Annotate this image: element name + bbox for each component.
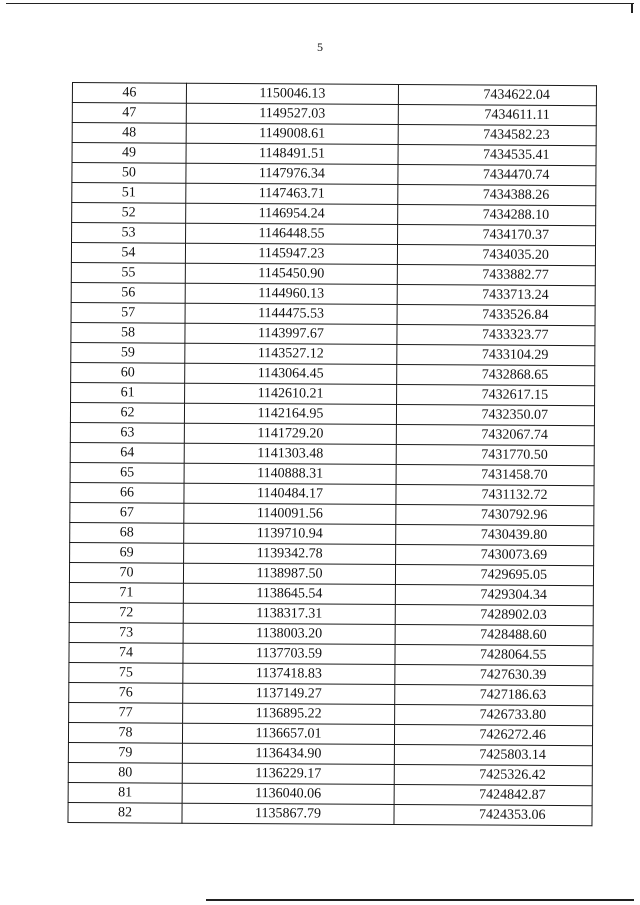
y-coordinate-cell: 7432617.15 bbox=[397, 384, 595, 405]
x-coordinate-cell: 1136229.17 bbox=[182, 763, 394, 784]
y-coordinate-cell: 7432350.07 bbox=[396, 404, 594, 425]
point-number-cell: 63 bbox=[70, 422, 184, 443]
point-number-cell: 82 bbox=[68, 802, 182, 823]
y-coordinate-cell: 7425326.42 bbox=[394, 764, 592, 785]
y-coordinate-cell: 7426733.80 bbox=[395, 704, 593, 725]
y-coordinate-cell: 7428902.03 bbox=[395, 604, 593, 625]
point-number-cell: 73 bbox=[69, 622, 183, 643]
y-coordinate-cell: 7433323.77 bbox=[397, 324, 595, 345]
point-number-cell: 67 bbox=[70, 502, 184, 523]
y-coordinate-cell: 7425803.14 bbox=[394, 744, 592, 765]
x-coordinate-cell: 1144475.53 bbox=[185, 303, 397, 324]
point-number-cell: 55 bbox=[71, 262, 185, 283]
x-coordinate-cell: 1140484.17 bbox=[184, 483, 396, 504]
y-coordinate-cell: 7424842.87 bbox=[394, 784, 592, 805]
point-number-cell: 58 bbox=[71, 322, 185, 343]
y-coordinate-cell: 7429304.34 bbox=[395, 584, 593, 605]
y-coordinate-cell: 7434288.10 bbox=[398, 204, 596, 225]
x-coordinate-cell: 1150046.13 bbox=[186, 83, 398, 104]
point-number-cell: 81 bbox=[68, 782, 182, 803]
coordinates-table-body bbox=[68, 83, 597, 826]
point-number-cell: 68 bbox=[70, 522, 184, 543]
x-coordinate-cell: 1138645.54 bbox=[183, 583, 395, 604]
point-number-cell: 61 bbox=[71, 382, 185, 403]
y-coordinate-cell: 7432868.65 bbox=[397, 364, 595, 385]
y-coordinate-cell: 7433713.24 bbox=[397, 284, 595, 305]
x-coordinate-cell: 1149527.03 bbox=[186, 103, 398, 124]
point-number-cell: 66 bbox=[70, 482, 184, 503]
point-number-cell: 54 bbox=[71, 243, 185, 264]
point-number-cell: 69 bbox=[70, 542, 184, 563]
x-coordinate-cell: 1137418.83 bbox=[183, 663, 395, 684]
y-coordinate-cell: 7430073.69 bbox=[396, 544, 594, 565]
scan-border-bottom bbox=[206, 899, 634, 901]
y-coordinate-cell: 7433882.77 bbox=[397, 264, 595, 285]
y-coordinate-cell: 7432067.74 bbox=[396, 424, 594, 445]
x-coordinate-cell: 1137703.59 bbox=[183, 643, 395, 664]
point-number-cell: 52 bbox=[72, 203, 186, 224]
point-number-cell: 47 bbox=[72, 103, 186, 124]
x-coordinate-cell: 1135867.79 bbox=[182, 803, 394, 824]
x-coordinate-cell: 1147463.71 bbox=[186, 183, 398, 204]
y-coordinate-cell: 7434535.41 bbox=[398, 144, 596, 165]
x-coordinate-cell: 1136895.22 bbox=[183, 703, 395, 724]
x-coordinate-cell: 1138003.20 bbox=[183, 623, 395, 644]
x-coordinate-cell: 1147976.34 bbox=[186, 163, 398, 184]
y-coordinate-cell: 7428488.60 bbox=[395, 624, 593, 645]
y-coordinate-cell: 7434582.23 bbox=[398, 124, 596, 145]
point-number-cell: 49 bbox=[72, 143, 186, 164]
x-coordinate-cell: 1136657.01 bbox=[182, 723, 394, 744]
y-coordinate-cell: 7434170.37 bbox=[398, 224, 596, 245]
x-coordinate-cell: 1148491.51 bbox=[186, 143, 398, 164]
page-number: 5 bbox=[317, 40, 323, 54]
y-coordinate-cell: 7431458.70 bbox=[396, 464, 594, 485]
point-number-cell: 51 bbox=[72, 183, 186, 204]
table-row bbox=[68, 802, 592, 825]
x-coordinate-cell: 1136040.06 bbox=[182, 783, 394, 804]
y-coordinate-cell: 7426272.46 bbox=[394, 724, 592, 745]
x-coordinate-cell: 1137149.27 bbox=[183, 683, 395, 704]
y-coordinate-cell: 7434035.20 bbox=[397, 244, 595, 265]
y-coordinate-cell: 7427630.39 bbox=[395, 664, 593, 685]
point-number-cell: 79 bbox=[68, 742, 182, 763]
y-coordinate-cell: 7433104.29 bbox=[397, 344, 595, 365]
point-number-cell: 53 bbox=[72, 223, 186, 244]
y-coordinate-cell: 7433526.84 bbox=[397, 304, 595, 325]
y-coordinate-cell: 7428064.55 bbox=[395, 644, 593, 665]
point-number-cell: 75 bbox=[69, 662, 183, 683]
y-coordinate-cell: 7434611.11 bbox=[398, 104, 596, 125]
point-number-cell: 72 bbox=[69, 602, 183, 623]
coordinates-table bbox=[67, 82, 597, 826]
x-coordinate-cell: 1145947.23 bbox=[185, 243, 397, 264]
x-coordinate-cell: 1146448.55 bbox=[186, 223, 398, 244]
x-coordinate-cell: 1141729.20 bbox=[184, 423, 396, 444]
y-coordinate-cell: 7434388.26 bbox=[398, 184, 596, 205]
x-coordinate-cell: 1138317.31 bbox=[183, 603, 395, 624]
point-number-cell: 57 bbox=[71, 302, 185, 323]
point-number-cell: 78 bbox=[68, 722, 182, 743]
point-number-cell: 56 bbox=[71, 282, 185, 303]
point-number-cell: 60 bbox=[71, 362, 185, 383]
x-coordinate-cell: 1138987.50 bbox=[183, 563, 395, 584]
point-number-cell: 80 bbox=[68, 762, 182, 783]
x-coordinate-cell: 1142164.95 bbox=[184, 403, 396, 424]
y-coordinate-cell: 7434622.04 bbox=[398, 84, 596, 105]
x-coordinate-cell: 1141303.48 bbox=[184, 443, 396, 464]
y-coordinate-cell: 7429695.05 bbox=[395, 564, 593, 585]
x-coordinate-cell: 1145450.90 bbox=[185, 263, 397, 284]
y-coordinate-cell: 7431770.50 bbox=[396, 444, 594, 465]
point-number-cell: 77 bbox=[69, 702, 183, 723]
x-coordinate-cell: 1140091.56 bbox=[184, 503, 396, 524]
point-number-cell: 59 bbox=[71, 342, 185, 363]
x-coordinate-cell: 1139342.78 bbox=[184, 543, 396, 564]
x-coordinate-cell: 1149008.61 bbox=[186, 123, 398, 144]
x-coordinate-cell: 1142610.21 bbox=[185, 383, 397, 404]
y-coordinate-cell: 7427186.63 bbox=[395, 684, 593, 705]
point-number-cell: 64 bbox=[70, 442, 184, 463]
point-number-cell: 46 bbox=[72, 83, 186, 104]
scan-border-top bbox=[6, 3, 634, 4]
y-coordinate-cell: 7431132.72 bbox=[396, 484, 594, 505]
y-coordinate-cell: 7424353.06 bbox=[394, 804, 592, 825]
x-coordinate-cell: 1144960.13 bbox=[185, 283, 397, 304]
x-coordinate-cell: 1143064.45 bbox=[185, 363, 397, 384]
scan-border-right bbox=[631, 3, 633, 13]
point-number-cell: 65 bbox=[70, 462, 184, 483]
point-number-cell: 70 bbox=[69, 562, 183, 583]
point-number-cell: 71 bbox=[69, 582, 183, 603]
x-coordinate-cell: 1143997.67 bbox=[185, 323, 397, 344]
x-coordinate-cell: 1136434.90 bbox=[182, 743, 394, 764]
point-number-cell: 76 bbox=[69, 682, 183, 703]
x-coordinate-cell: 1139710.94 bbox=[184, 523, 396, 544]
x-coordinate-cell: 1143527.12 bbox=[185, 343, 397, 364]
point-number-cell: 48 bbox=[72, 123, 186, 144]
y-coordinate-cell: 7430439.80 bbox=[396, 524, 594, 545]
point-number-cell: 62 bbox=[70, 402, 184, 423]
x-coordinate-cell: 1140888.31 bbox=[184, 463, 396, 484]
point-number-cell: 50 bbox=[72, 163, 186, 184]
x-coordinate-cell: 1146954.24 bbox=[186, 203, 398, 224]
y-coordinate-cell: 7434470.74 bbox=[398, 164, 596, 185]
y-coordinate-cell: 7430792.96 bbox=[396, 504, 594, 525]
point-number-cell: 74 bbox=[69, 642, 183, 663]
